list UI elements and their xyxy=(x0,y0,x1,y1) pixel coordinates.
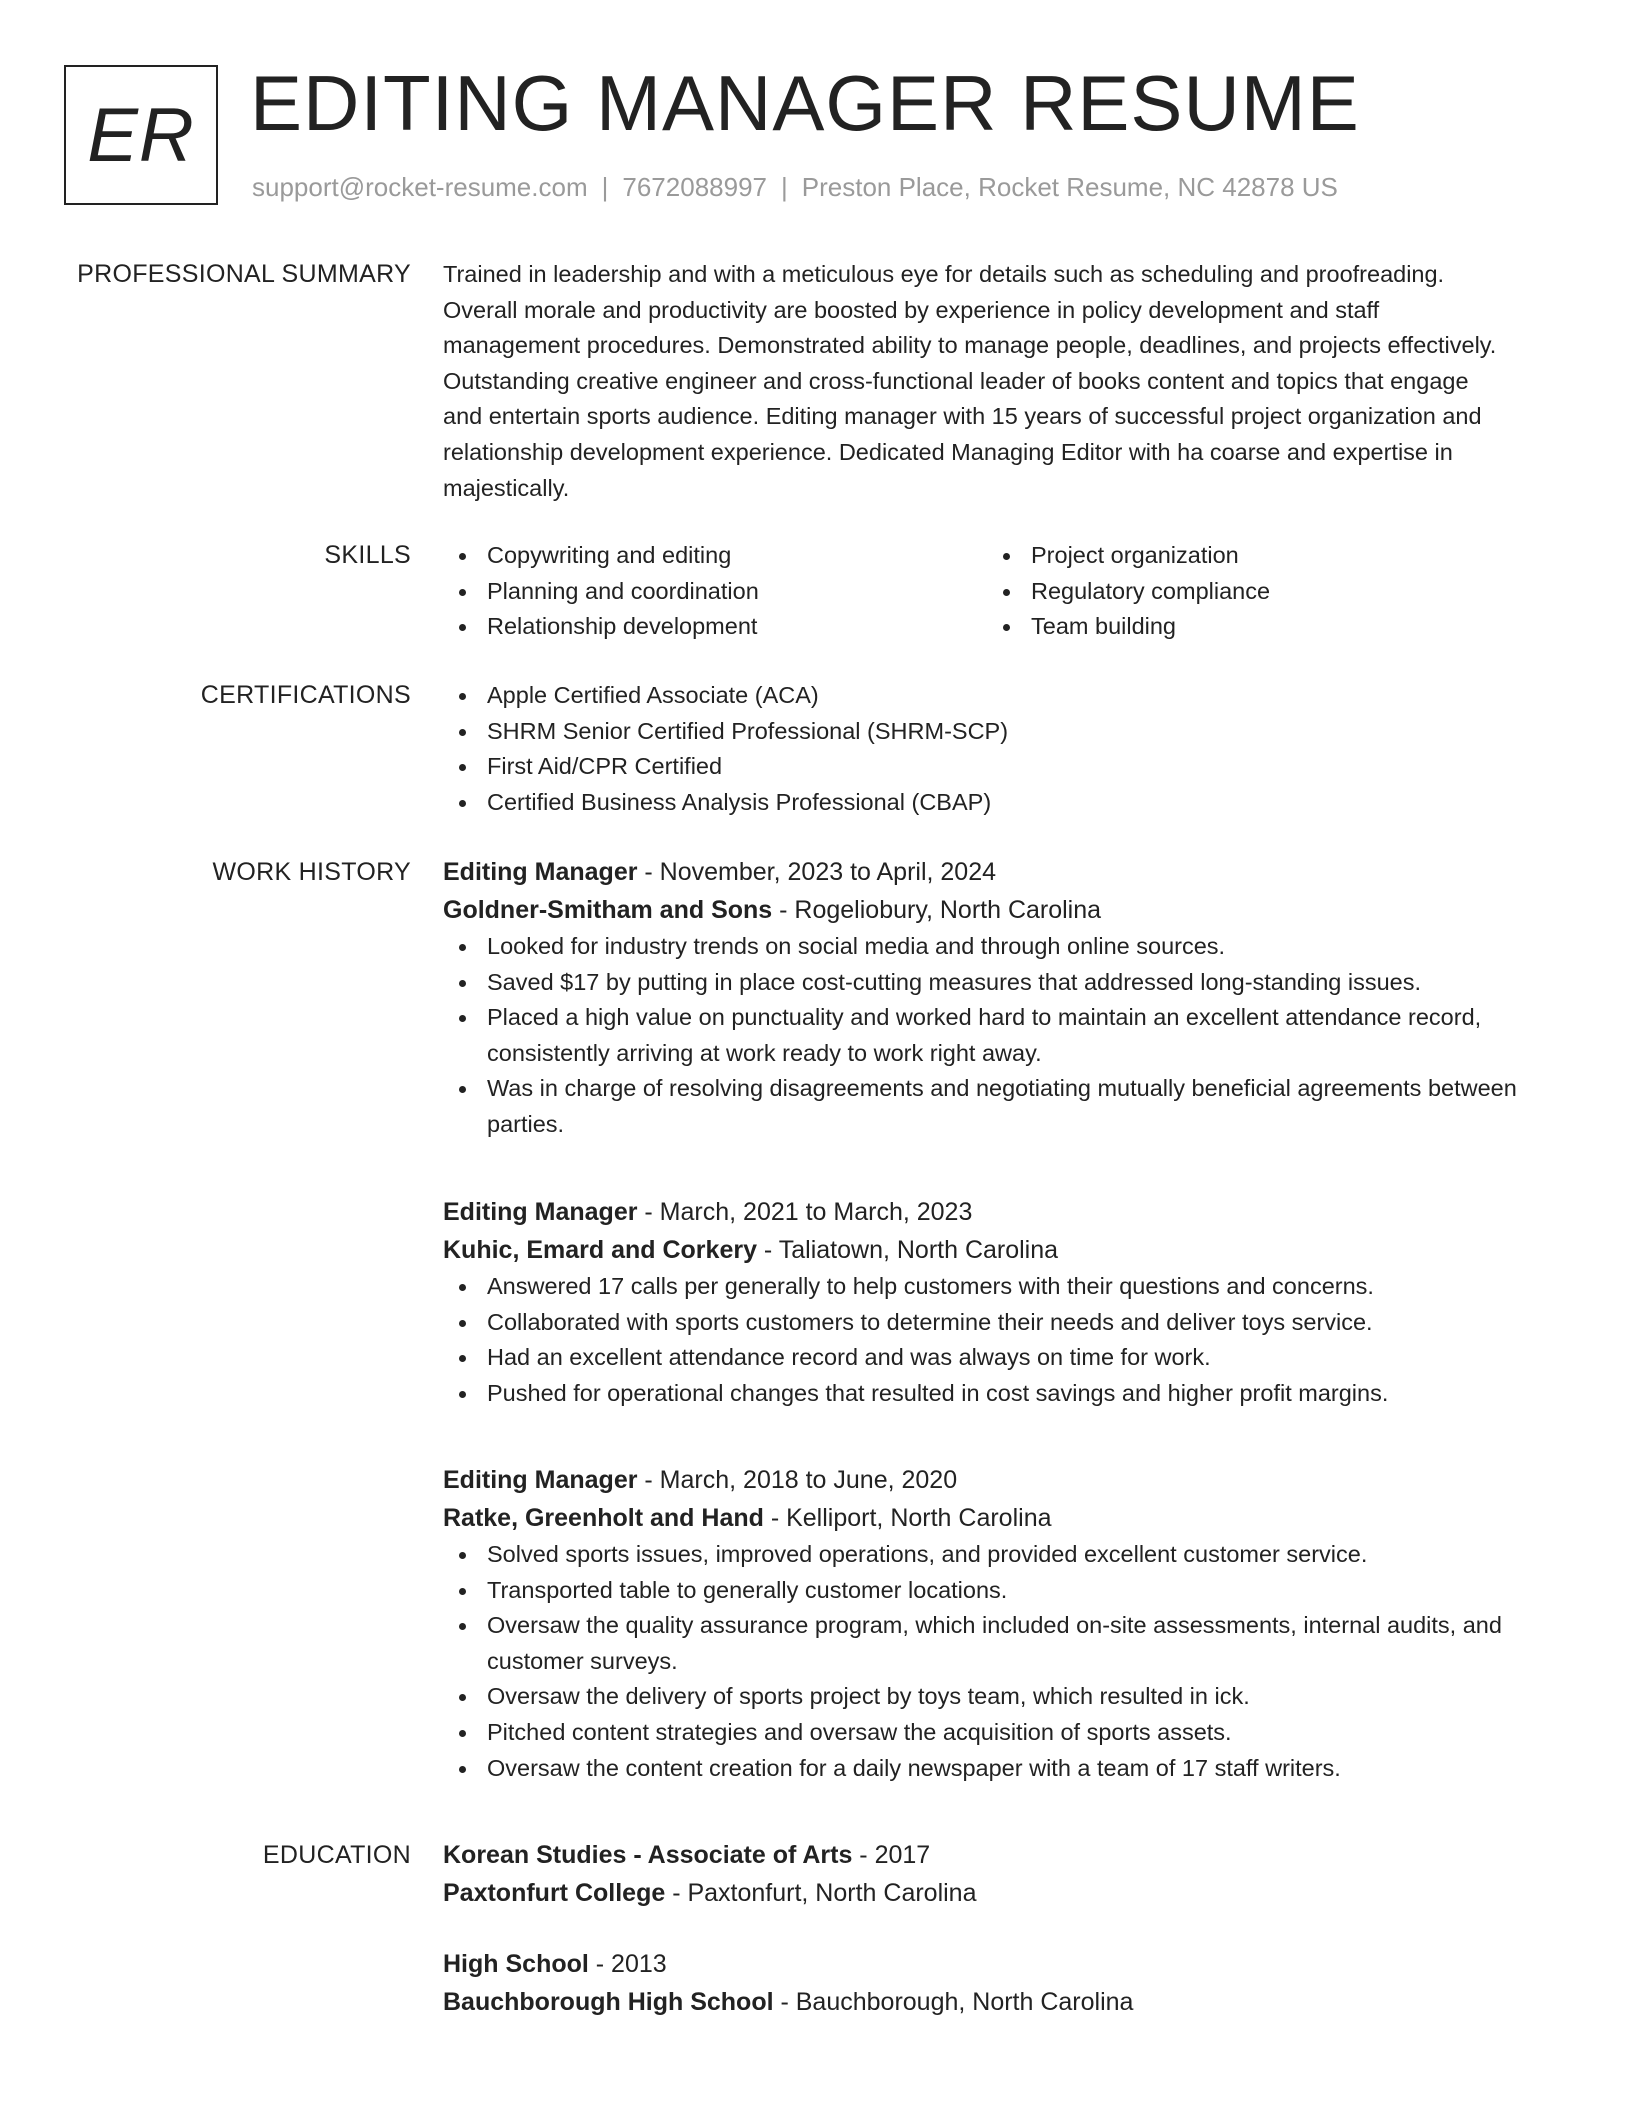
job-dates: - March, 2018 to June, 2020 xyxy=(637,1466,958,1494)
education-entry xyxy=(443,1836,1563,1912)
job-bullet: Placed a high value on punctuality and worked hard to maintain an excellent attendance record, consistently arriving at work ready to work right away. xyxy=(443,1000,1563,1071)
summary-line: Overall morale and productivity are boosted by experience in policy development and staff xyxy=(443,296,1380,323)
job-entry xyxy=(443,853,1563,1143)
monogram-box xyxy=(64,65,218,205)
job-bullets xyxy=(443,1537,1563,1786)
skills-list-right xyxy=(987,538,1531,645)
skills-section xyxy=(443,538,1563,645)
job-bullet: Looked for industry trends on social media and through online sources. xyxy=(443,929,1563,965)
education-degree: Korean Studies - Associate of Arts xyxy=(443,1841,853,1869)
job-dates: - November, 2023 to April, 2024 xyxy=(637,858,997,886)
education-year: - 2017 xyxy=(852,1841,931,1869)
education-school-line xyxy=(443,1983,1563,2021)
contact-phone[interactable]: 7672088997 xyxy=(622,172,767,202)
skills-grid xyxy=(443,538,1563,645)
contact-separator: | xyxy=(601,172,609,202)
skill-item: Project organization xyxy=(987,538,1531,574)
certifications-section xyxy=(443,678,1563,820)
section-label-summary: PROFESSIONAL SUMMARY xyxy=(77,260,411,288)
certification-item: Certified Business Analysis Professional (CBAP) xyxy=(443,785,1563,821)
job-bullet: Had an excellent attendance record and was always on time for work. xyxy=(443,1340,1563,1376)
job-company: Ratke, Greenholt and Hand xyxy=(443,1504,764,1532)
skill-item: Planning and coordination xyxy=(443,574,987,610)
monogram-initials: ER xyxy=(87,92,195,178)
section-label-work-history: WORK HISTORY xyxy=(212,858,411,886)
summary-line: majestically. xyxy=(443,474,570,501)
job-title-line xyxy=(443,1193,1563,1231)
skills-list-left xyxy=(443,538,987,645)
job-title: Editing Manager xyxy=(443,1198,638,1226)
job-bullets xyxy=(443,1269,1563,1411)
skill-item: Team building xyxy=(987,609,1531,645)
job-entry xyxy=(443,1461,1563,1786)
education-degree-line xyxy=(443,1945,1563,1983)
skill-item: Relationship development xyxy=(443,609,987,645)
job-bullet: Oversaw the delivery of sports project by toys team, which resulted in ick. xyxy=(443,1679,1563,1715)
education-year: - 2013 xyxy=(588,1950,667,1978)
skill-item: Regulatory compliance xyxy=(987,574,1531,610)
job-bullets xyxy=(443,929,1563,1143)
summary-line: Outstanding creative engineer and cross-functional leader of books content and topics that engage xyxy=(443,367,1469,394)
summary-line: and entertain sports audience. Editing manager with 15 years of successful project organization and xyxy=(443,403,1482,430)
job-bullet: Oversaw the content creation for a daily newspaper with a team of 17 staff writers. xyxy=(443,1751,1563,1787)
job-company-line xyxy=(443,1231,1563,1269)
job-dates: - March, 2021 to March, 2023 xyxy=(637,1198,973,1226)
certification-item: SHRM Senior Certified Professional (SHRM-SCP) xyxy=(443,714,1563,750)
summary-line: Trained in leadership and with a meticulous eye for details such as scheduling and proofreading. xyxy=(443,261,1445,287)
job-bullet: Transported table to generally customer locations. xyxy=(443,1573,1563,1609)
job-bullet: Pitched content strategies and oversaw the acquisition of sports assets. xyxy=(443,1715,1563,1751)
resume-title: EDITING MANAGER RESUME xyxy=(250,59,1360,147)
education-school-line xyxy=(443,1874,1563,1912)
section-label-certifications: CERTIFICATIONS xyxy=(200,681,411,709)
contact-address: Preston Place, Rocket Resume, NC 42878 US xyxy=(801,172,1338,202)
certification-item: Apple Certified Associate (ACA) xyxy=(443,678,1563,714)
summary-line: management procedures. Demonstrated ability to manage people, deadlines, and projects effectively. xyxy=(443,332,1497,359)
job-title-line xyxy=(443,1461,1563,1499)
job-location: - Kelliport, North Carolina xyxy=(763,1504,1052,1532)
contact-email[interactable]: support@rocket-resume.com xyxy=(252,172,588,202)
section-label-education: EDUCATION xyxy=(262,1841,411,1869)
education-location: - Bauchborough, North Carolina xyxy=(773,1988,1134,2016)
contact-line xyxy=(252,172,1338,203)
job-bullet: Answered 17 calls per generally to help customers with their questions and concerns. xyxy=(443,1269,1563,1305)
job-bullet: Saved $17 by putting in place cost-cutting measures that addressed long-standing issues. xyxy=(443,965,1563,1001)
education-location: - Paxtonfurt, North Carolina xyxy=(665,1879,977,1907)
job-bullet: Collaborated with sports customers to determine their needs and deliver toys service. xyxy=(443,1305,1563,1341)
education-degree-line xyxy=(443,1836,1563,1874)
section-label-skills: SKILLS xyxy=(324,541,411,569)
job-location: - Rogeliobury, North Carolina xyxy=(772,896,1102,924)
job-company-line xyxy=(443,891,1563,929)
job-bullet: Was in charge of resolving disagreements and negotiating mutually beneficial agreements between parties. xyxy=(443,1071,1563,1142)
job-title: Editing Manager xyxy=(443,1466,638,1494)
job-company: Goldner-Smitham and Sons xyxy=(443,896,773,924)
job-bullet: Oversaw the quality assurance program, which included on-site assessments, internal audits, and customer surveys. xyxy=(443,1608,1563,1679)
job-company-line xyxy=(443,1499,1563,1537)
education-school: Bauchborough High School xyxy=(443,1988,774,2016)
education-school: Paxtonfurt College xyxy=(443,1879,666,1907)
summary-text xyxy=(443,257,1563,506)
job-bullet: Solved sports issues, improved operations, and provided excellent customer service. xyxy=(443,1537,1563,1573)
contact-separator: | xyxy=(781,172,788,202)
summary-section xyxy=(443,257,1563,506)
education-degree: High School xyxy=(443,1950,589,1978)
job-entry xyxy=(443,1193,1563,1411)
certification-item: First Aid/CPR Certified xyxy=(443,749,1563,785)
job-title: Editing Manager xyxy=(443,858,638,886)
certifications-list xyxy=(443,678,1563,820)
job-location: - Taliatown, North Carolina xyxy=(756,1236,1059,1264)
job-company: Kuhic, Emard and Corkery xyxy=(443,1236,757,1264)
job-title-line xyxy=(443,853,1563,891)
education-entry xyxy=(443,1945,1563,2021)
summary-line: relationship development experience. Dedicated Managing Editor with ha coarse and expertise in xyxy=(443,438,1453,465)
skill-item: Copywriting and editing xyxy=(443,538,987,574)
job-bullet: Pushed for operational changes that resulted in cost savings and higher profit margins. xyxy=(443,1376,1563,1412)
